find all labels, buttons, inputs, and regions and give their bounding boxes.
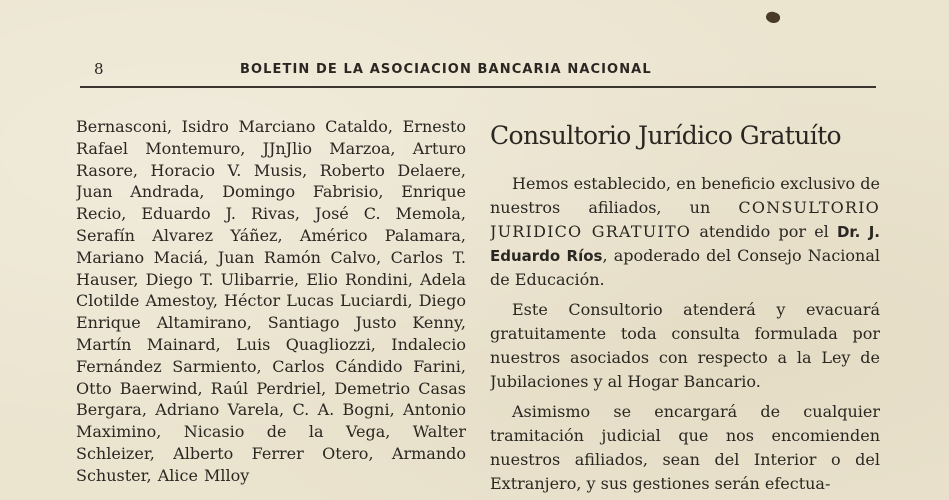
article-body [490,172,880,496]
paragraph-3: Asimismo se encargará de cualquier tramitación judicial que nos encomienden nuestros afiliados, sean del Interior o del Extranjero, y sus gestiones serán efectua- [490,402,880,493]
left-column [76,116,466,500]
consultorio-caps: CONSULTORIO JURIDICO GRATUITO [490,198,880,241]
member-list-text: Bernasconi, Isidro Marciano Cataldo, Ernesto Rafael Montemuro, JJnJlio Marzoa, Arturo Rasore, Horacio V. Musis, Roberto Delaere, Juan Andrada, Domingo Fabrisio, Enrique Recio, Eduardo J. Rivas, José C. Memola, Serafín Alvarez Yáñez, Américo Palamara, Mariano Maciá, Juan Ramón Calvo, Carlos T. Hauser, Diego T. Ulibarrie, Elio Rondini, Adela Clotilde Amestoy, Héctor Lucas Luciardi, Diego Enrique Altamirano, Santiago Justo Kenny, Martín Mainard, Luis Quagliozzi, Indalecio Fernández Sarmiento, Carlos Cándido Farini, Otto Baerwind, Raúl Perdriel, Demetrio Casas Bergara, Adriano Varela, C. A. Bogni, Antonio Maximino, Nicasio de la Vega, Walter Schleizer, Alberto Ferrer Otero, Armando Schuster, Alice Mlloy [76,117,466,485]
running-title: BOLETIN DE LA ASOCIACION BANCARIA NACIONAL [240,62,652,77]
page-number: 8 [94,60,104,78]
paragraph-1-mid: atendido por el [699,222,829,241]
ink-stain [765,10,782,25]
attorney-name: Dr. J. Eduardo Ríos [490,223,880,265]
section-title: Consultorio Jurídico Gratuíto [490,121,841,150]
page-header [94,60,874,84]
header-rule [80,86,876,88]
paragraph-2: Este Consultorio atenderá y evacuará gratuitamente toda consulta formulada por nuestros asociados con respecto a la Ley de Jubilaciones y al Hogar Bancario. [490,300,880,391]
paragraph-1-end: , apoderado del Consejo Nacional de Educación. [490,246,880,289]
paragraph-1 [490,172,880,292]
right-column [490,118,880,500]
paragraph-1-start: Hemos establecido, en beneficio exclusivo de nuestros afiliados, un [490,174,880,217]
